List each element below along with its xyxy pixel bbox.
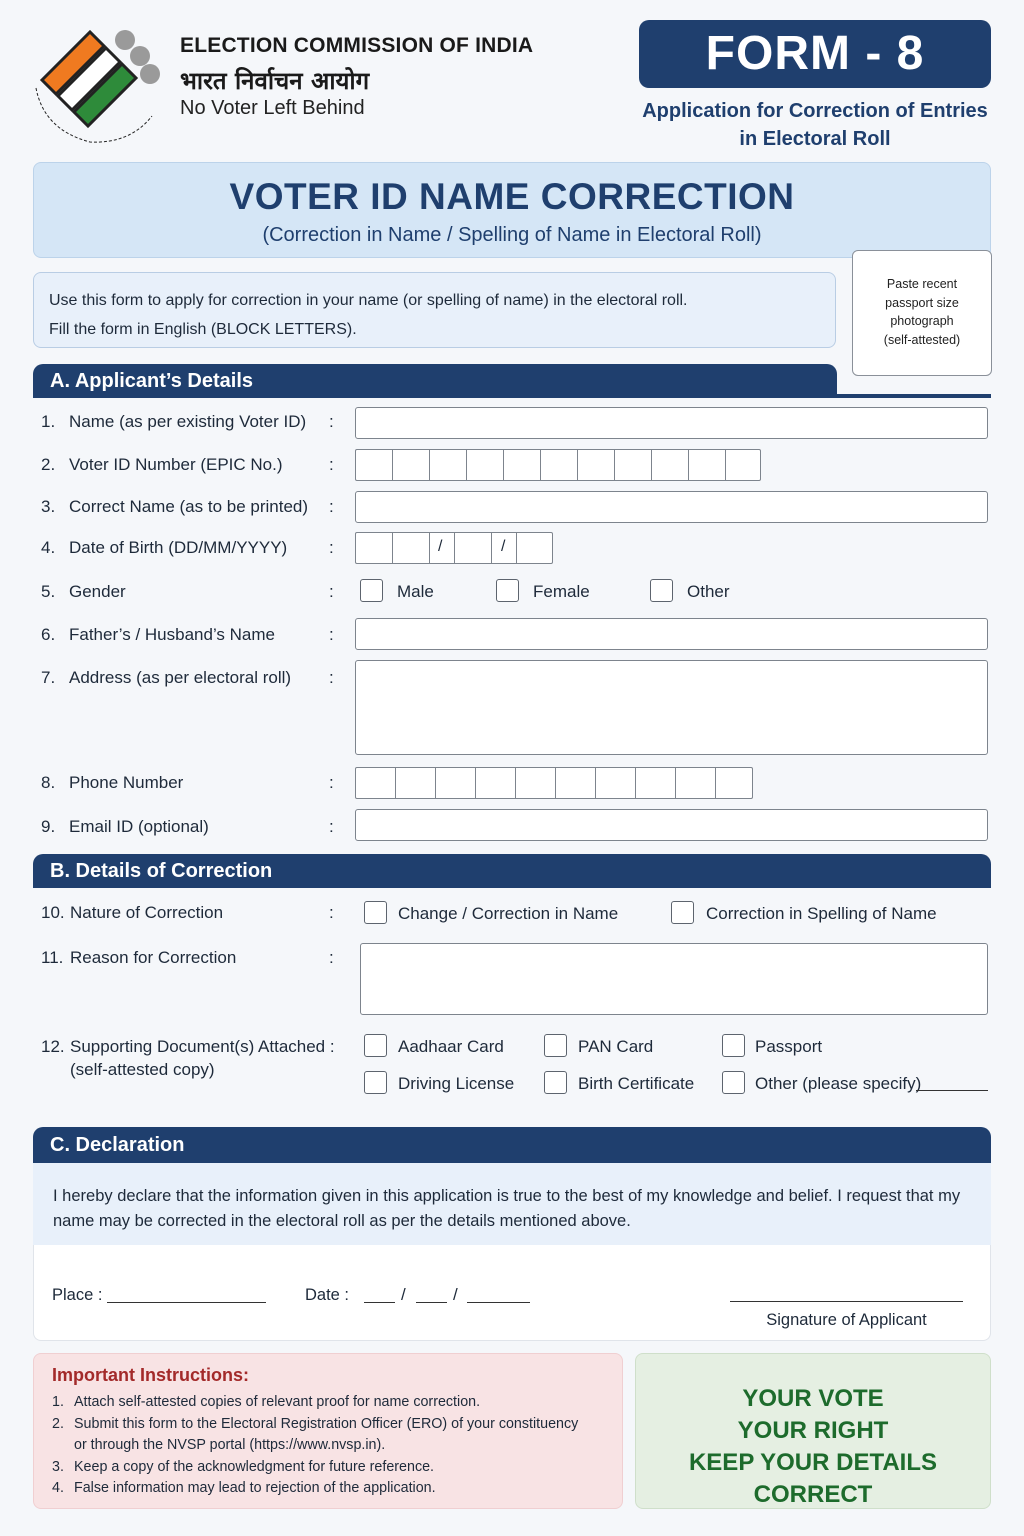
correct-name-input[interactable] [355,491,988,523]
item-text: False information may lead to rejection of the application. [74,1480,436,1496]
signature-label: Signature of Applicant [766,1311,927,1329]
section-c-header: C. Declaration [33,1127,991,1163]
gender-male-label: Male [397,582,434,601]
place-label: Place : [52,1286,103,1304]
doc-driving-license-label: Driving License [398,1074,515,1093]
label-dob: Date of Birth (DD/MM/YYYY) [69,538,288,557]
field-number: 7. [41,668,56,687]
intro-line-2: Fill the form in English (BLOCK LETTERS). [49,321,357,338]
photo-paste-box[interactable] [852,250,992,376]
colon: : [329,582,334,601]
gender-male-checkbox[interactable] [360,579,383,602]
colon: : [329,625,334,644]
dob-separator: / [501,538,506,555]
photo-hint-2: passport size [885,295,959,310]
existing-name-input[interactable] [355,407,988,439]
form-subtitle-line2: in Electoral Roll [739,128,891,150]
item-number: 2. [52,1415,64,1432]
field-number: 1. [41,412,56,431]
label-reason-for-correction: Reason for Correction [70,948,237,967]
email-input[interactable] [355,809,988,841]
intro-box [33,272,836,348]
field-number: 3. [41,497,56,516]
date-day-line[interactable] [364,1302,395,1303]
label-existing-name: Name (as per existing Voter ID) [69,412,307,431]
section-b-header: B. Details of Correction [33,854,991,888]
item-number: 3. [52,1458,64,1475]
doc-driving-license-checkbox[interactable] [364,1071,387,1094]
spelling-correction-label: Correction in Spelling of Name [706,904,937,923]
item-number [52,1435,74,1457]
phone-number-input[interactable] [355,767,753,799]
form-subtitle [639,97,991,153]
eci-logo [30,18,165,148]
slogan-line-2: YOUR RIGHT [737,1417,889,1444]
photo-hint-1: Paste recent [886,277,958,291]
item-number: 1. [52,1394,64,1410]
doc-other-label: Other (please specify) [755,1074,922,1093]
doc-aadhaar-checkbox[interactable] [364,1034,387,1057]
field-number: 4. [41,538,56,557]
dob-separator: / [438,538,443,555]
date-month-line[interactable] [416,1302,447,1303]
slogan-line-3: KEEP YOUR DETAILS CORRECT [688,1449,938,1508]
org-name-english: ELECTION COMMISSION OF INDIA [180,34,534,57]
doc-aadhaar-label: Aadhaar Card [398,1037,504,1056]
colon: : [329,412,334,431]
doc-pan-label: PAN Card [578,1037,654,1056]
slogan-line-1: YOUR VOTE [742,1385,884,1412]
list-item [52,1414,604,1436]
list-item [52,1457,604,1479]
item-text: Attach self-attested copies of relevant proof for name correction. [74,1394,481,1410]
change-name-checkbox[interactable] [364,901,387,924]
date-separator: / [453,1285,458,1304]
field-number: 5. [41,582,56,601]
photo-hint-3: photograph [890,314,954,328]
field-number: 12. [41,1037,65,1056]
date-separator: / [401,1285,406,1304]
field-number: 2. [41,455,56,474]
org-name-hindi: भारत निर्वाचन आयोग [180,67,370,95]
doc-pan-checkbox[interactable] [544,1034,567,1057]
gender-other-label: Other [687,582,730,601]
colon: : [329,817,334,836]
place-input-line[interactable] [107,1302,266,1303]
field-number: 8. [41,773,56,792]
form-number-badge: FORM - 8 [639,20,991,88]
epic-number-input[interactable] [355,449,761,481]
doc-passport-label: Passport [755,1037,823,1056]
gender-female-label: Female [533,582,590,601]
photo-hint-4: (self-attested) [883,332,961,347]
list-item [52,1478,604,1500]
field-number: 9. [41,817,56,836]
colon: : [329,497,334,516]
colon: : [329,948,334,967]
gender-female-checkbox[interactable] [496,579,519,602]
title-banner [33,162,991,258]
page-subtitle: (Correction in Name / Spelling of Name in Electoral Roll) [262,224,762,246]
doc-birth-certificate-checkbox[interactable] [544,1071,567,1094]
declaration-text: I hereby declare that the information given in this application is true to the best of my knowledge and belief. I request that my name may be corrected in the electoral roll as per the details mentioned above. [33,1163,991,1245]
org-tagline: No Voter Left Behind [180,97,365,119]
label-correct-name: Correct Name (as to be printed) [69,497,309,516]
list-item [52,1392,604,1414]
spelling-correction-checkbox[interactable] [671,901,694,924]
instructions-title: Important Instructions: [52,1365,249,1385]
colon: : [329,455,334,474]
item-number: 4. [52,1480,64,1496]
label-address: Address (as per electoral roll) [69,668,292,687]
doc-other-checkbox[interactable] [722,1071,745,1094]
label-father-husband-name: Father’s / Husband’s Name [69,625,275,644]
label-supporting-documents: Supporting Document(s) Attached : [70,1037,335,1056]
label-supporting-documents-note: (self-attested copy) [70,1060,215,1079]
item-text: Submit this form to the Electoral Registration Officer (ERO) of your constituency [74,1415,579,1432]
address-textarea[interactable] [355,660,988,755]
dob-input[interactable] [355,532,553,564]
colon: : [329,668,334,687]
page-title: VOTER ID NAME CORRECTION [229,176,795,217]
label-epic-number: Voter ID Number (EPIC No.) [69,455,283,474]
field-number: 6. [41,625,56,644]
doc-passport-checkbox[interactable] [722,1034,745,1057]
change-name-label: Change / Correction in Name [398,904,619,923]
label-gender: Gender [69,582,126,601]
field-number: 11. [41,948,64,967]
instructions-list [52,1392,604,1500]
label-nature-of-correction: Nature of Correction [70,903,224,922]
field-number: 10. [41,903,65,922]
reason-textarea[interactable] [360,943,988,1015]
doc-birth-certificate-label: Birth Certificate [578,1074,695,1093]
section-a-divider [33,394,991,398]
item-text: Keep a copy of the acknowledgment for future reference. [74,1458,435,1475]
label-phone: Phone Number [69,773,184,792]
intro-line-1: Use this form to apply for correction in your name (or spelling of name) in the electoral roll. [49,292,688,309]
item-text: or through the NVSP portal (https://www.nvsp.in). [74,1437,386,1453]
father-husband-name-input[interactable] [355,618,988,650]
instructions-box [33,1353,623,1509]
form-subtitle-line1: Application for Correction of Entries [642,100,988,122]
signature-line[interactable] [730,1301,963,1302]
date-year-line[interactable] [467,1302,530,1303]
list-item [52,1435,604,1457]
gender-other-checkbox[interactable] [650,579,673,602]
slogan-box [635,1353,991,1509]
date-label: Date : [305,1286,350,1304]
section-a-header: A. Applicant’s Details [33,364,837,398]
colon: : [329,538,334,557]
doc-other-specify-line[interactable] [916,1090,988,1091]
label-email: Email ID (optional) [69,817,209,836]
colon: : [329,773,334,792]
colon: : [329,903,334,922]
